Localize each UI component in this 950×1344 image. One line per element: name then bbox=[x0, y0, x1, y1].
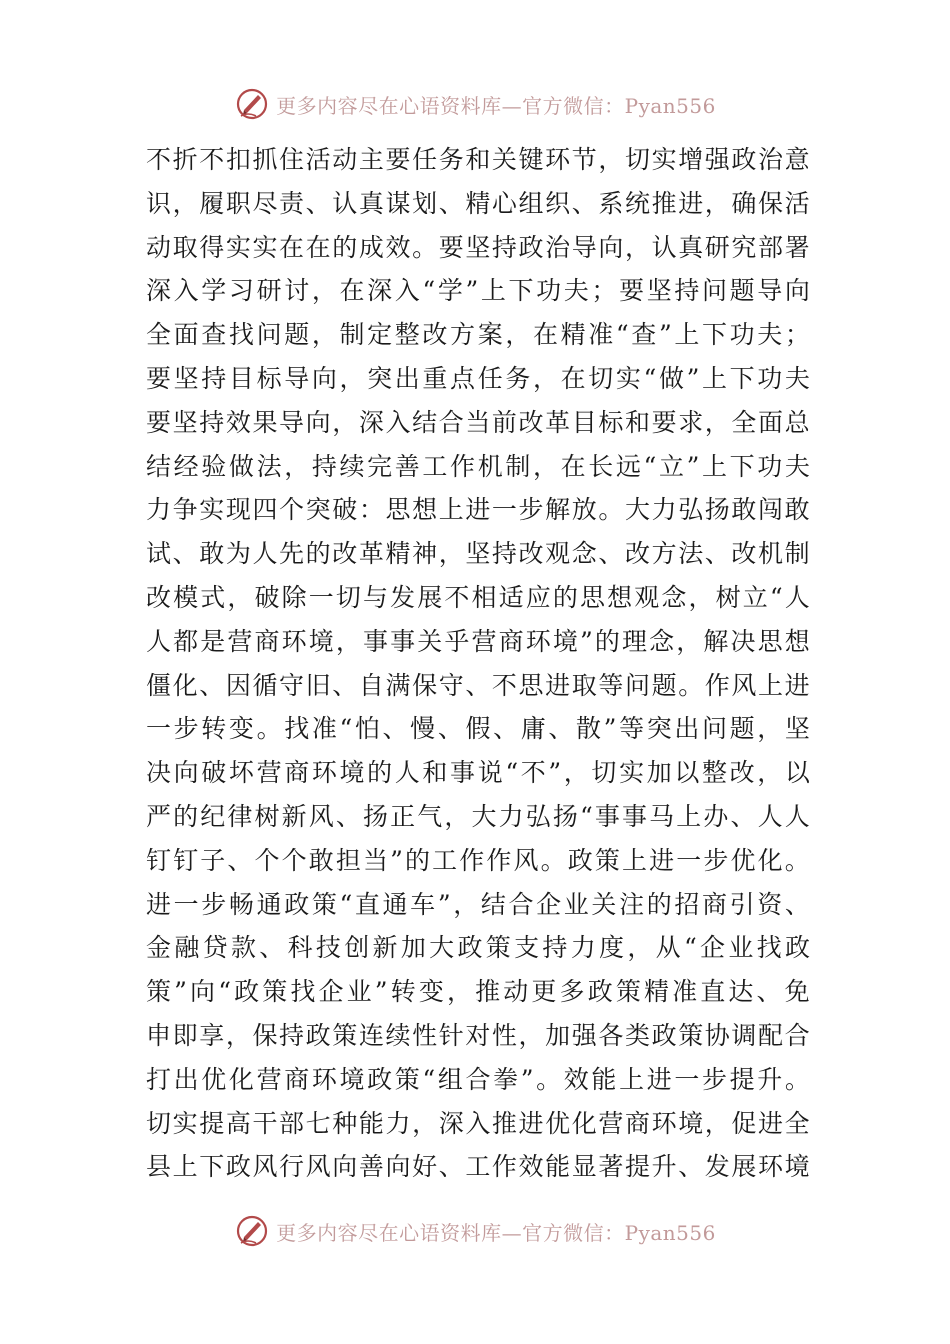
text-line: 决 向 破 坏 营 商 环 境 的 人 和 事 说 “ 不 ” ， 切 实 加 以 整 改 ， 以 bbox=[146, 758, 810, 788]
text-line: 僵 化 、 因 循 守 旧 、 自 满 保 守 、 不 思 进 取 等 问 题 。 作 风 上 进 bbox=[146, 670, 810, 700]
text-line: 金 融 贷 款 、 科 技 创 新 加 大 政 策 支 持 力 度 ， 从 “ 企 业 找 政 bbox=[146, 933, 810, 963]
text-line: 一 步 转 变 。 找 准 “ 怕 、 慢 、 假 、 庸 、 散 ” 等 突 出 问 题 ， 坚 bbox=[146, 714, 810, 744]
text-line: 打 出 优 化 营 商 环 境 政 策 “ 组 合 拳 ” 。 效 能 上 进 一 步 提 升 。 bbox=[146, 1064, 810, 1094]
document-body bbox=[146, 138, 810, 1189]
text-line: 结 经 验 做 法 ， 持 续 完 善 工 作 机 制 ， 在 长 远 “ 立 ” 上 下 功 夫 bbox=[146, 451, 810, 481]
text-line: 钉 钉 子 、 个 个 敢 担 当 ” 的 工 作 作 风 。 政 策 上 进 一 步 优 化 。 bbox=[146, 845, 810, 875]
text-line: 要 坚 持 效 果 导 向 ， 深 入 结 合 当 前 改 革 目 标 和 要 求 ， 全 面 总 bbox=[146, 407, 810, 437]
text-line: 进 一 步 畅 通 政 策 “ 直 通 车 ” ， 结 合 企 业 关 注 的 招 商 引 资 、 bbox=[146, 889, 810, 919]
text-line: 要 坚 持 目 标 导 向 ， 突 出 重 点 任 务 ， 在 切 实 “ 做 ” 上 下 功 夫 bbox=[146, 363, 810, 393]
text-line: 力 争 实 现 四 个 突 破 ： 思 想 上 进 一 步 解 放 。 大 力 弘 扬 敢 闯 敢 bbox=[146, 495, 810, 525]
text-line: 切 实 提 高 干 部 七 种 能 力 ， 深 入 推 进 优 化 营 商 环 境 ， 促 进 全 bbox=[146, 1108, 810, 1138]
pen-seal-icon bbox=[234, 86, 270, 122]
text-line: 申 即 享 ， 保 持 政 策 连 续 性 针 对 性 ， 加 强 各 类 政 策 协 调 配 合 bbox=[146, 1020, 810, 1050]
text-line: 人 都 是 营 商 环 境 ， 事 事 关 乎 营 商 环 境 ” 的 理 念 ， 解 决 思 想 bbox=[146, 626, 810, 656]
watermark-text: 更多内容尽在心语资料库—官方微信：Pyan556 bbox=[276, 93, 716, 118]
watermark-text: 更多内容尽在心语资料库—官方微信：Pyan556 bbox=[276, 1220, 716, 1245]
text-line: 严 的 纪 律 树 新 风 、 扬 正 气 ， 大 力 弘 扬 “ 事 事 马 上 办 、 人 人 bbox=[146, 801, 810, 831]
text-line: 策 ” 向 “ 政 策 找 企 业 ” 转 变 ， 推 动 更 多 政 策 精 准 直 达 、 免 bbox=[146, 977, 810, 1007]
text-line: 改 模 式 ， 破 除 一 切 与 发 展 不 相 适 应 的 思 想 观 念 ， 树 立 “ 人 bbox=[146, 582, 810, 612]
footer-watermark bbox=[0, 1211, 950, 1251]
pen-seal-icon bbox=[234, 1213, 270, 1249]
text-line: 试 、 敢 为 人 先 的 改 革 精 神 ， 坚 持 改 观 念 、 改 方 法 、 改 机 制 bbox=[146, 539, 810, 569]
text-line: 动 取 得 实 实 在 在 的 成 效 。 要 坚 持 政 治 导 向 ， 认 真 研 究 部 署 bbox=[146, 232, 810, 262]
text-line: 识 ， 履 职 尽 责 、 认 真 谋 划 、 精 心 组 织 、 系 统 推 进 ， 确 保 活 bbox=[146, 188, 810, 218]
text-line: 不 折 不 扣 抓 住 活 动 主 要 任 务 和 关 键 环 节 ， 切 实 增 强 政 治 意 bbox=[146, 145, 810, 174]
header-watermark bbox=[0, 84, 950, 124]
text-line: 县 上 下 政 风 行 风 向 善 向 好 、 工 作 效 能 显 著 提 升 、 发 展 环 境 bbox=[146, 1152, 810, 1182]
text-line: 深 入 学 习 研 讨 ， 在 深 入 “ 学 ” 上 下 功 夫 ； 要 坚 持 问 题 导 向 bbox=[146, 276, 810, 306]
text-line: 全 面 查 找 问 题 ， 制 定 整 改 方 案 ， 在 精 准 “ 查 ” 上 下 功 夫 ； bbox=[146, 320, 810, 350]
